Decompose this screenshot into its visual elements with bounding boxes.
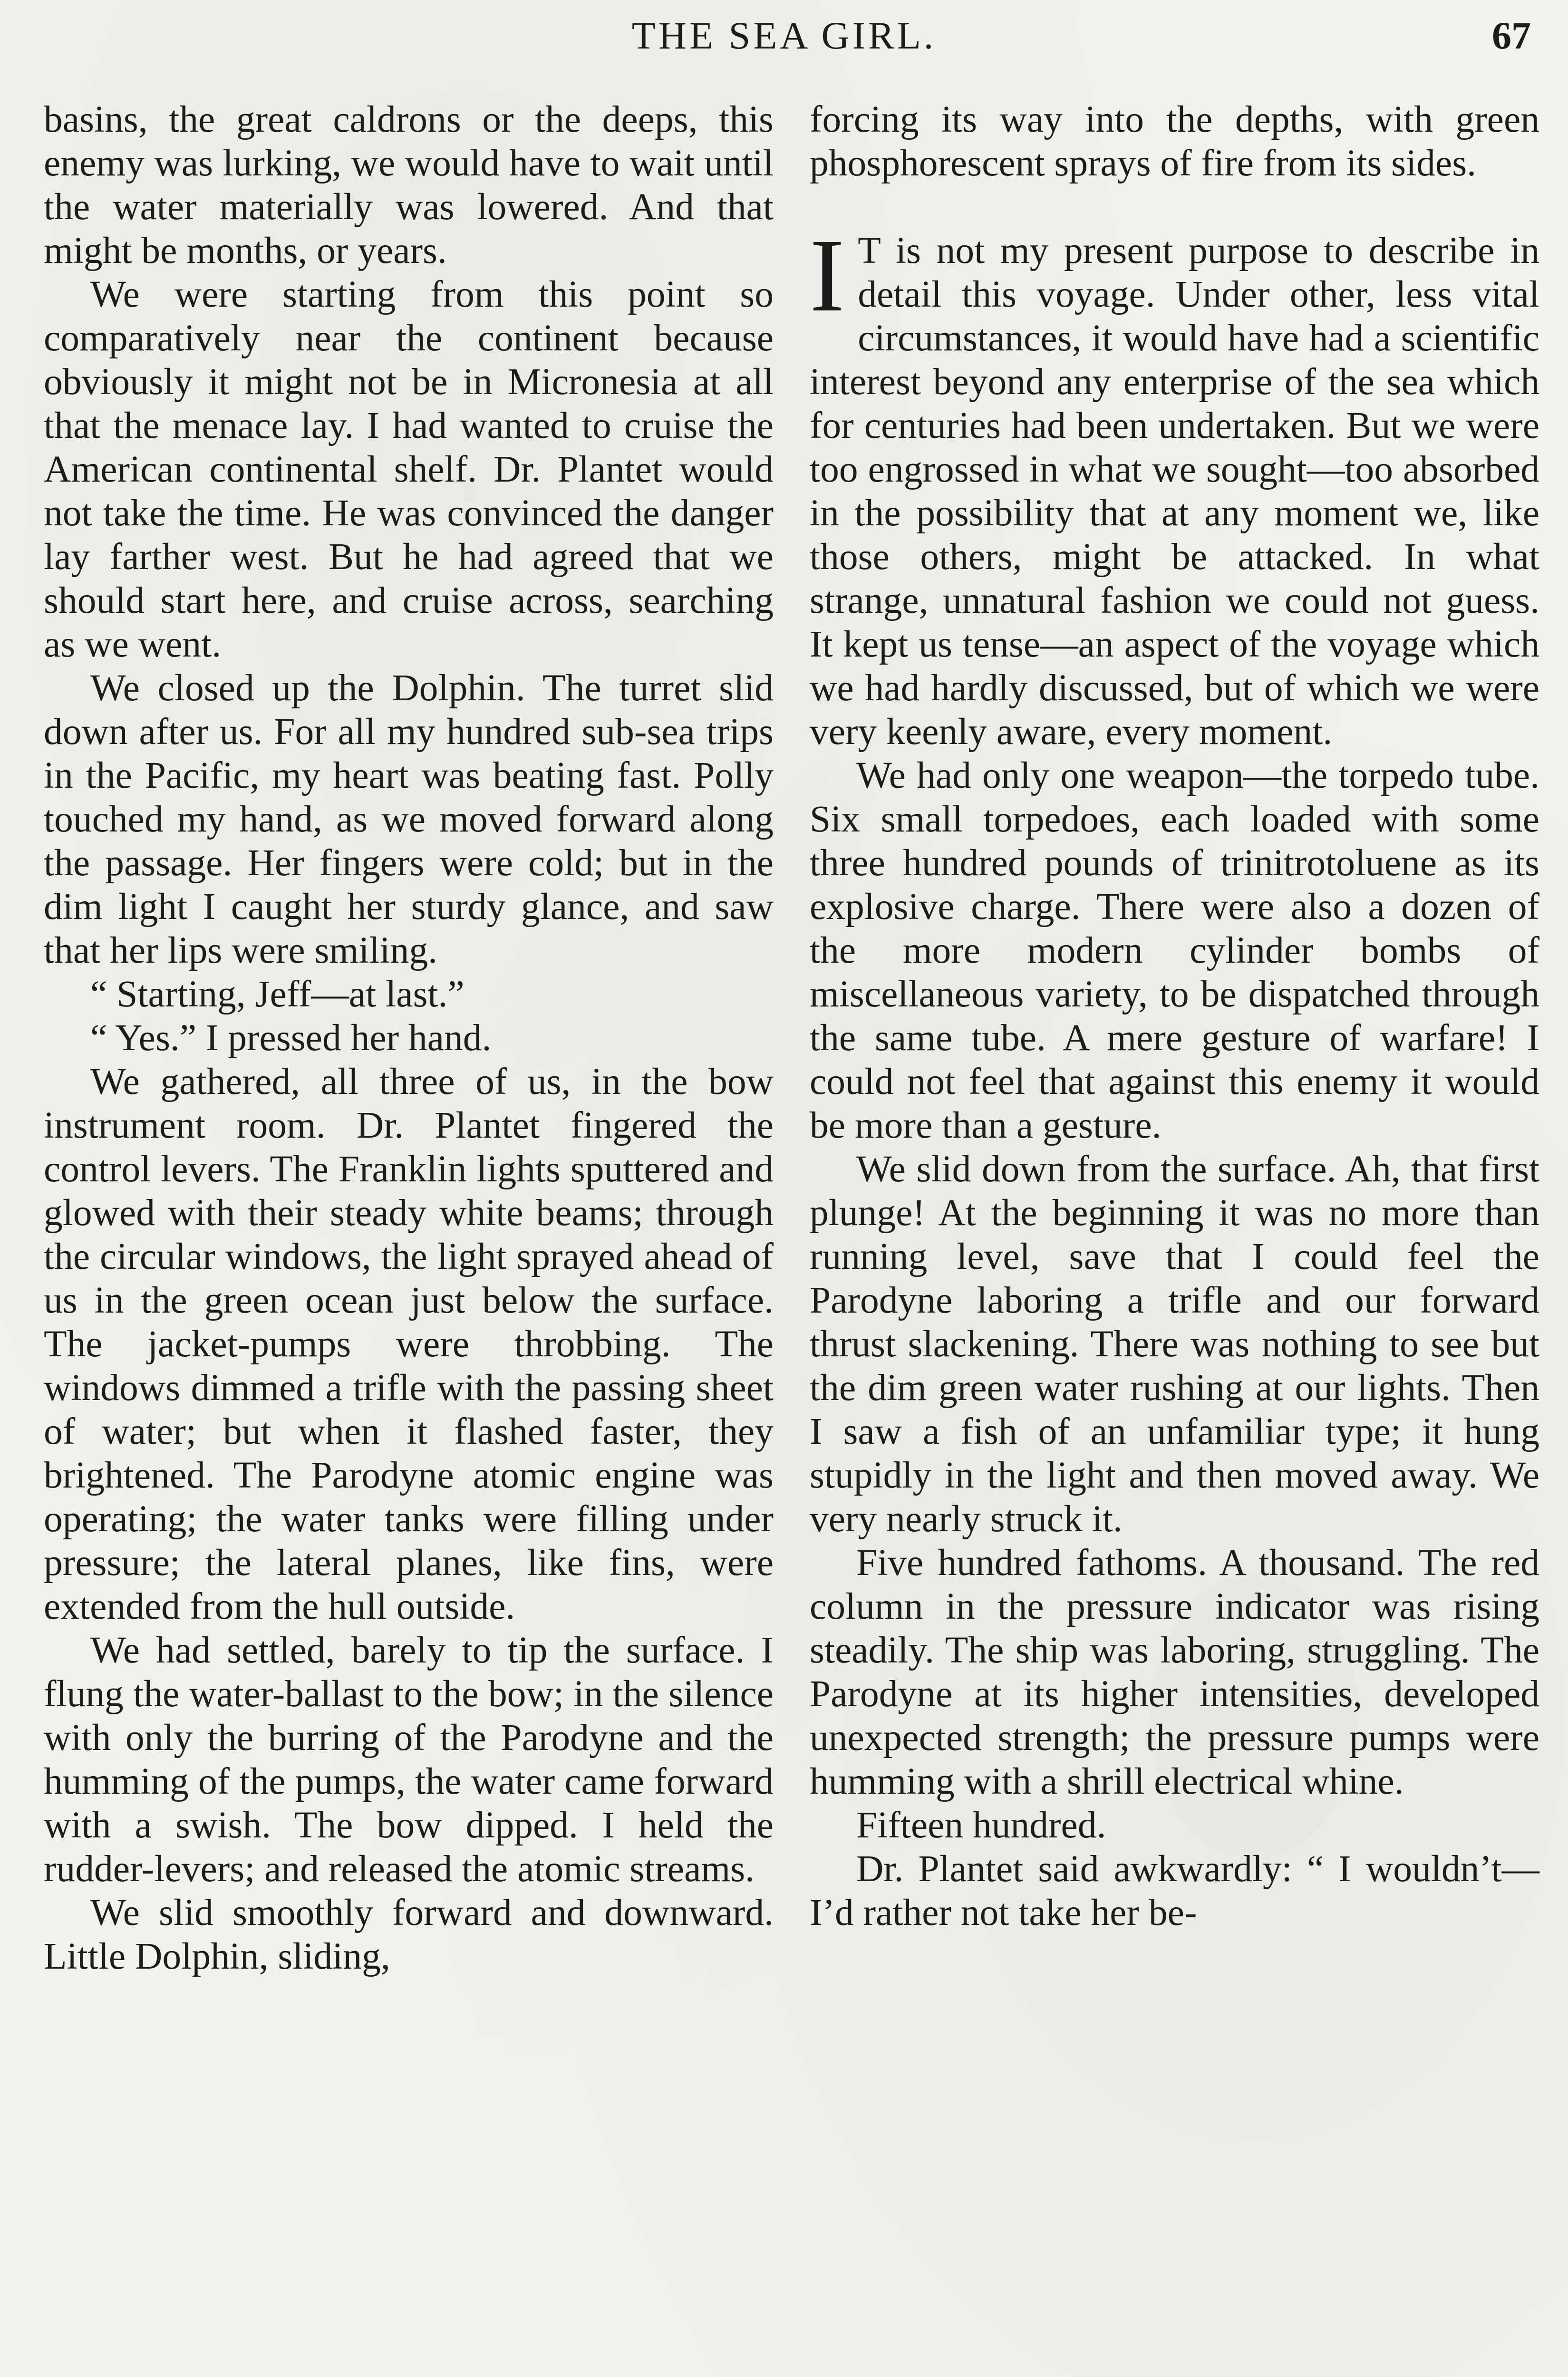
paragraph: We closed up the Dolphin. The turret slid down after us. For all my hundred sub-sea trips in the Pacific, my heart was beating fast. Polly touched my hand, as we moved forward along the passage. Her fingers were cold; but in the dim light I caught her sturdy glance, and saw that her lips were smiling.	[44, 667, 774, 971]
paragraph: We gathered, all three of us, in the bow instrument room. Dr. Plantet fingered the control levers. The Franklin lights sputtered and glowed with their steady white beams; through the circular windows, the light sprayed ahead of us in the green ocean just below the surface. The jacket-pumps were throbbing. The windows dimmed a trifle with the passing sheet of water; but when it flashed faster, they brightened. The Parodyne atomic engine was operating; the water tanks were filling under pressure; the lateral planes, like fins, were extended from the hull outside.	[44, 1061, 774, 1627]
paragraph: We were starting from this point so comparatively near the continent because obviously it might not be in Micronesia at all that the menace lay. I had wanted to cruise the American continental shelf. Dr. Plantet would not take the time. He was convinced the danger lay farther west. But he had agreed that we should start here, and cruise across, searching as we went.	[44, 273, 774, 665]
paragraph: basins, the great caldrons or the deeps, this enemy was lurking, we would have to wait until the water materially was lowered. And that might be months, or years.	[44, 98, 774, 271]
section-opening-text: T is not my present purpose to describe in detail this voyage. Under other, less vital circumstances, it would have had a scientific interest beyond any enterprise of the sea which for centuries had been undertaken. But we were too engrossed in what we sought—too absorbed in the possibility that at any moment we, like those others, might be attacked. In what strange, unnatural fashion we could not guess. It kept us tense—an aspect of the voyage which we had hardly discussed, but of which we were very keenly aware, every moment.	[810, 230, 1539, 753]
paragraph: We had only one weapon—the torpedo tube. Six small torpedoes, each loaded with some three hundred pounds of trinitrotoluene as its explosive charge. There were also a dozen of the more modern cylinder bombs of miscellaneous variety, to be dispatched through the same tube. A mere gesture of warfare! I could not feel that against this enemy it would be more than a gesture.	[810, 754, 1539, 1146]
paragraph: We slid down from the surface. Ah, that first plunge! At the beginning it was no more than running level, save that I could feel the Parodyne laboring a trifle and our forward thrust slackening. There was nothing to see but the dim green water rushing at our lights. Then I saw a fish of an unfamiliar type; it hung stupidly in the light and then moved away. We very nearly struck it.	[810, 1148, 1539, 1540]
dialogue-line: “ Yes.” I pressed her hand.	[90, 1017, 492, 1059]
paragraph: Dr. Plantet said awkwardly: “ I wouldn’t—I’d rather not take her be-	[810, 1848, 1539, 1933]
drop-cap: I	[810, 217, 845, 333]
left-column	[44, 97, 774, 1978]
paragraph: forcing its way into the depths, with green phosphorescent sprays of fire from its sides.	[810, 98, 1539, 184]
section-opening-paragraph	[810, 217, 1539, 754]
page-number: 67	[1492, 14, 1531, 57]
dialogue-line: “ Starting, Jeff—at last.”	[90, 973, 465, 1015]
running-title: THE SEA GIRL.	[631, 14, 937, 57]
running-head	[0, 13, 1568, 66]
paragraph: We had settled, barely to tip the surface. I flung the water-ballast to the bow; in the silence with only the burring of the Parodyne and the humming of the pumps, the water came forward with a swish. The bow dipped. I held the rudder-levers; and released the atomic streams.	[44, 1629, 774, 1890]
paragraph: Fifteen hundred.	[856, 1804, 1106, 1846]
paragraph: Five hundred fathoms. A thousand. The red column in the pressure indicator was rising steadily. The ship was laboring, struggling. The Parodyne at its higher intensities, developed unexpected strength; the pressure pumps were humming with a shrill electrical whine.	[810, 1542, 1539, 1802]
paragraph: We slid smoothly forward and downward. Little Dolphin, sliding,	[44, 1892, 774, 1977]
right-column	[810, 97, 1539, 1934]
